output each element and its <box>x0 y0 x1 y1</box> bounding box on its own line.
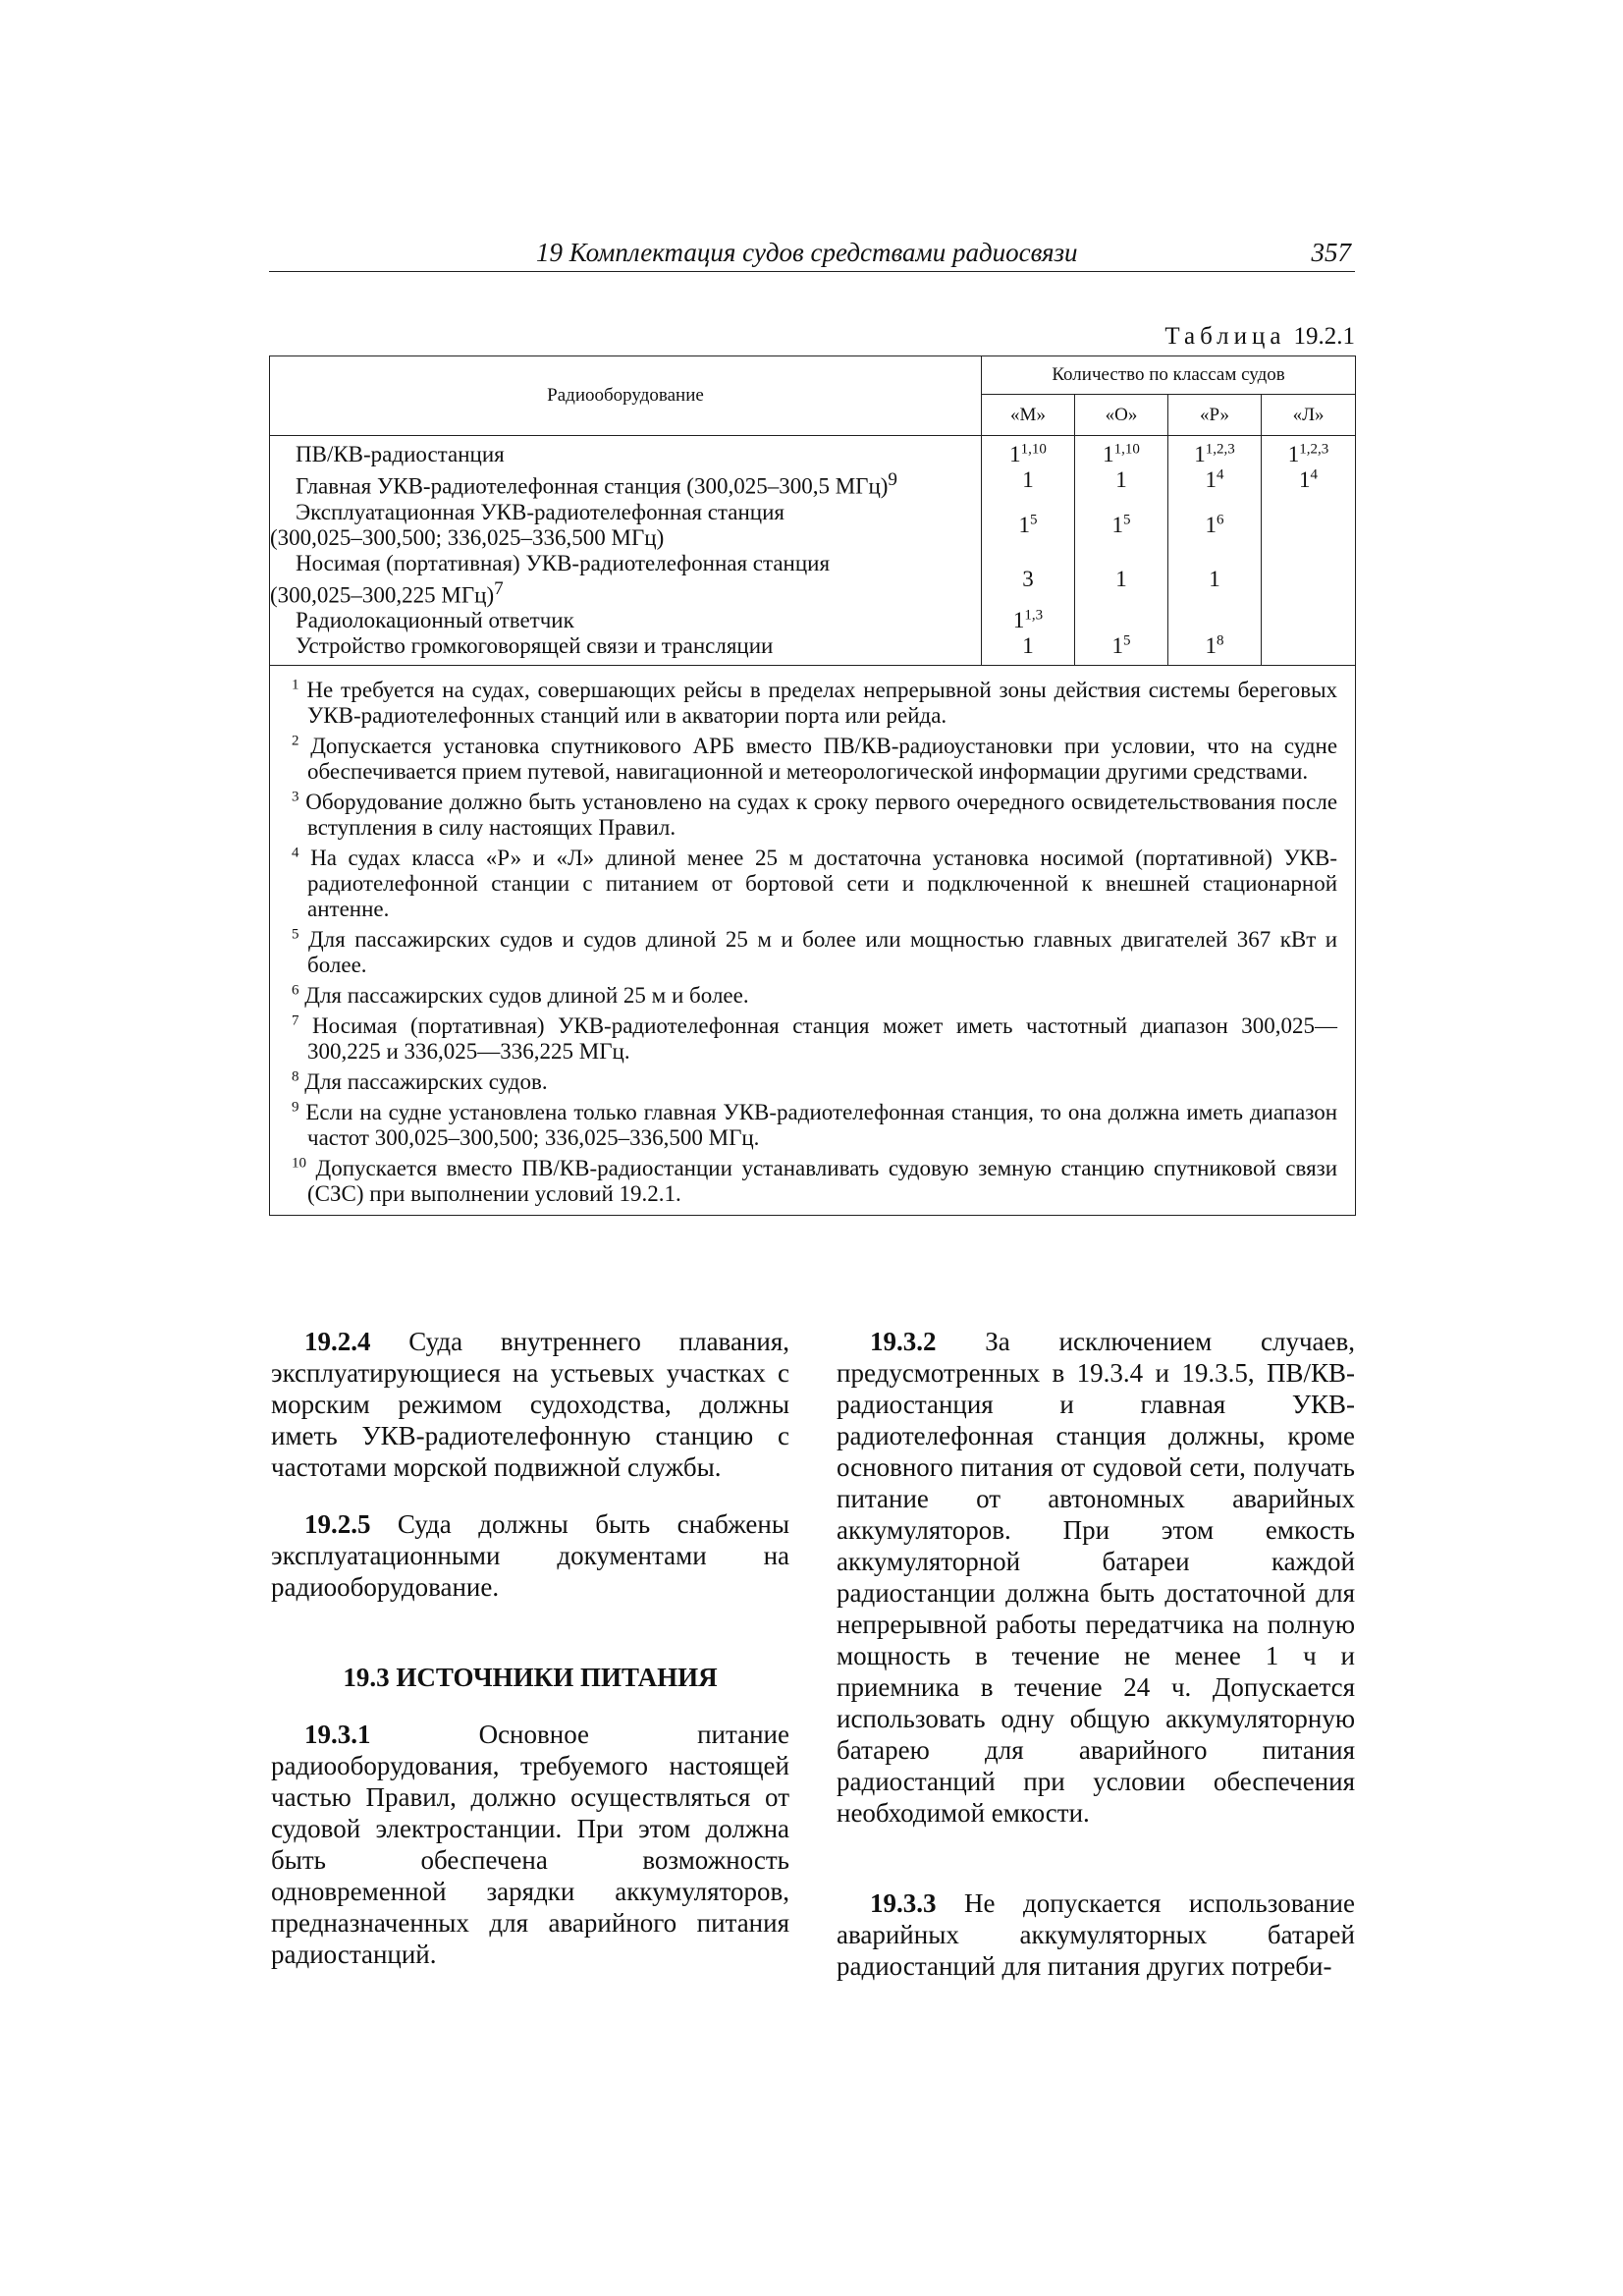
table-footnote <box>292 983 1337 1009</box>
quantity-value: 1 <box>1009 442 1021 466</box>
quantity-cell <box>1168 467 1262 500</box>
footnote-text: Носимая (портативная) УКВ-радиотелефонная станция может иметь частотный диапазон 300,025—300,225 и 336,025—336,225 МГц. <box>307 1013 1338 1065</box>
quantity-value: 1 <box>1205 512 1217 537</box>
quantity-cell <box>982 436 1075 468</box>
equipment-table <box>269 355 1356 1216</box>
quantity-value: 1 <box>1012 608 1025 633</box>
footnote-text: Допускается вместо ПВ/КВ-радиостанции устанавливать судовую земную станцию спутниковой связи (СЗС) при выполнении условий 19.2.1. <box>307 1156 1338 1207</box>
quantity-cell <box>982 500 1075 551</box>
quantity-cell <box>1168 608 1262 633</box>
equipment-name-continuation: (300,025–300,500; 336,025–336,500 МГц) <box>270 524 665 550</box>
table-footnote <box>292 790 1337 841</box>
footnote-ref: 4 <box>1310 466 1319 483</box>
quantity-cell <box>1075 500 1168 551</box>
footnote-text: На судах класса «Р» и «Л» длиной менее 25 м достаточна установка носимой (портативной) УКВ-радиотелефонной станции с питанием от бортовой сети и подключенной к внешней стационарной антенне. <box>307 846 1338 922</box>
quantity-value: 1 <box>1299 467 1311 492</box>
quantity-value: 1 <box>1205 633 1217 659</box>
footnote-text: Допускается установка спутникового АРБ вместо ПВ/КВ-радиоустановки при условии, что на судне обеспечивается прием путевой, навигационной и метеорологической информации другими средствами. <box>307 734 1338 785</box>
footnote-mark: 3 <box>292 789 299 805</box>
clause-text: Основное питание радиооборудования, требуемого настоящей частью Правил, должно осуществляться от судовой электростанции. При этом должна быть обеспечена возможность одновременной зарядки аккумуляторов, предназначенных для аварийного питания радиостанций. <box>271 1720 789 1969</box>
clause-number: 19.2.4 <box>304 1327 371 1356</box>
equipment-name: ПВ/КВ-радиостанция <box>270 436 982 468</box>
paragraph-19-3-1 <box>271 1719 789 1970</box>
table-row <box>270 500 1356 551</box>
table-footnote <box>292 846 1337 922</box>
clause-text: За исключением случаев, предусмотренных в 19.3.4 и 19.3.5, ПВ/КВ-радиостанция и главная УКВ-радиотелефонная станция должны, кроме основного питания от судовой сети, получать питание от автономных аварийных аккумуляторов. При этом емкость аккумуляторной батареи каждой радиостанции должна быть достаточной для непрерывной работы передатчика на полную мощность в течение не менее 1 ч и приемника в течение 24 ч. Допускается использовать одну общую аккумуляторную батарею для аварийного питания радиостанций при условии обеспечения необходимой емкости. <box>837 1327 1355 1828</box>
quantity-value: 1 <box>1205 467 1217 492</box>
equipment-name: Главная УКВ-радиотелефонная станция (300,025–300,5 МГц)$^9$ <box>270 467 982 500</box>
quantity-cell <box>1262 467 1356 500</box>
footnote-text: Для пассажирских судов длиной 25 м и более. <box>304 983 749 1009</box>
quantity-cell <box>1168 500 1262 551</box>
footnote-ref: 5 <box>1123 632 1131 649</box>
equipment-name: Радиолокационный ответчик <box>270 608 982 633</box>
table-row <box>270 633 1356 666</box>
clause-text: Не допускается использование аварийных аккумуляторных батарей радиостанций для питания других потреби- <box>837 1888 1355 1981</box>
running-header <box>269 236 1355 272</box>
quantity-cell <box>982 633 1075 666</box>
quantity-value: 1 <box>1115 566 1127 591</box>
paragraph-19-2-4 <box>271 1326 789 1483</box>
table-row <box>270 551 1356 609</box>
clause-number: 19.3.2 <box>870 1327 937 1356</box>
footnote-mark: 7 <box>292 1012 299 1029</box>
footnote-ref: 6 <box>1217 512 1224 527</box>
footnote-mark: 4 <box>292 845 299 861</box>
quantity-value: 1 <box>1018 512 1030 537</box>
quantity-value: 1 <box>1103 442 1114 466</box>
quantity-cell <box>1262 633 1356 666</box>
footnote-mark: 2 <box>292 733 299 749</box>
table-row <box>270 436 1356 468</box>
class-header: «М» <box>982 395 1075 436</box>
equipment-name: Устройство громкоговорящей связи и трансляции <box>270 633 982 666</box>
quantity-cell <box>982 467 1075 500</box>
equipment-column-header: Радиооборудование <box>270 356 982 436</box>
quantity-cell <box>1075 608 1168 633</box>
quantity-cell <box>1075 633 1168 666</box>
text-column-right <box>837 1326 1355 1982</box>
footnote-text: Для пассажирских судов. <box>304 1069 548 1095</box>
table-caption-word: Таблица <box>1164 323 1286 350</box>
quantity-cell <box>1075 467 1168 500</box>
class-header: «О» <box>1075 395 1168 436</box>
quantity-cell <box>1075 436 1168 468</box>
footnote-mark: 1 <box>292 677 299 693</box>
footnote-text: Оборудование должно быть установлено на судах к сроку первого очередного освидетельствования после вступления в силу настоящих Правил. <box>305 790 1338 841</box>
table-footnotes <box>270 666 1356 1216</box>
footnote-text: Не требуется на судах, совершающих рейсы в пределах непрерывной зоны действия системы береговых УКВ-радиотелефонных станций или в акватории порта или рейда. <box>306 678 1338 729</box>
quantity-value: 1 <box>1194 442 1206 466</box>
quantity-cell <box>1168 551 1262 609</box>
quantity-cell <box>1262 551 1356 609</box>
text-column-left <box>271 1326 789 1970</box>
clause-text: Суда внутреннего плавания, эксплуатирующиеся на устьевых участках с морским режимом судоходства, должны иметь УКВ-радиотелефонную станцию с частотами морской подвижной службы. <box>271 1327 789 1482</box>
paragraph-19-3-2 <box>837 1326 1355 1829</box>
footnote-ref: 1,3 <box>1024 607 1044 624</box>
table-caption-number: 19.2.1 <box>1293 323 1355 350</box>
class-header: «Р» <box>1168 395 1262 436</box>
table-footnote <box>292 1013 1337 1065</box>
footnote-mark: 6 <box>292 982 299 999</box>
paragraph-19-2-5 <box>271 1508 789 1603</box>
footnote-ref: 1,2,3 <box>1205 441 1235 458</box>
quantity-column-header: Количество по классам судов <box>982 356 1356 395</box>
clause-number: 19.3.3 <box>870 1888 937 1918</box>
footnote-ref: 1,10 <box>1113 441 1140 458</box>
table-footnote <box>292 927 1337 978</box>
table-row <box>270 467 1356 500</box>
quantity-cell <box>982 551 1075 609</box>
footnote-ref: 5 <box>1123 512 1131 527</box>
quantity-value: 1 <box>1111 512 1123 537</box>
table-caption <box>1164 322 1355 352</box>
table-footnote <box>292 734 1337 785</box>
footnote-text: Если на судне установлена только главная УКВ-радиотелефонная станция, то она должна иметь диапазон частот 300,025–300,500; 336,025–336,500 МГц. <box>305 1100 1338 1151</box>
quantity-cell <box>1168 436 1262 468</box>
quantity-cell <box>1168 633 1262 666</box>
footnote-ref: 5 <box>1030 512 1038 527</box>
table-footnote <box>292 1069 1337 1095</box>
equipment-name-continuation: (300,025–300,225 МГц)$^7$ <box>270 577 504 608</box>
paragraph-19-3-3 <box>837 1887 1355 1982</box>
clause-number: 19.2.5 <box>304 1509 371 1539</box>
quantity-value: 1 <box>1022 467 1034 492</box>
section-heading: 19.3 ИСТОЧНИКИ ПИТАНИЯ <box>343 1663 718 1692</box>
page-number: 357 <box>1311 238 1351 267</box>
table-footnote <box>292 1100 1337 1151</box>
quantity-cell <box>1075 551 1168 609</box>
footnote-ref: 7 <box>494 577 504 599</box>
quantity-cell <box>1262 608 1356 633</box>
footnote-mark: 9 <box>292 1099 299 1116</box>
quantity-value: 1 <box>1209 566 1220 591</box>
table-footnote <box>292 1156 1337 1207</box>
footnote-mark: 10 <box>292 1155 306 1172</box>
quantity-value: 1 <box>1115 467 1127 492</box>
table-row <box>270 608 1356 633</box>
footnote-mark: 8 <box>292 1068 299 1085</box>
quantity-cell <box>982 608 1075 633</box>
footnote-ref: 1,2,3 <box>1299 441 1329 458</box>
table-footnote <box>292 678 1337 729</box>
quantity-cell <box>1262 436 1356 468</box>
equipment-name: Эксплуатационная УКВ-радиотелефонная станция (300,025–300,500; 336,025–336,500 МГц) <box>270 500 982 551</box>
equipment-rows <box>270 436 1356 666</box>
footnote-mark: 5 <box>292 926 299 943</box>
footnote-ref: 8 <box>1217 632 1224 649</box>
footnote-ref: 9 <box>888 469 897 490</box>
footnote-ref: 4 <box>1217 466 1224 483</box>
quantity-value: 1 <box>1287 442 1300 466</box>
clause-number: 19.3.1 <box>304 1720 371 1749</box>
quantity-cell <box>1262 500 1356 551</box>
footnote-ref: 1,10 <box>1020 441 1047 458</box>
quantity-value: 1 <box>1111 633 1123 659</box>
quantity-value: 3 <box>1022 566 1034 591</box>
class-header: «Л» <box>1262 395 1356 436</box>
equipment-name: Носимая (портативная) УКВ-радиотелефонная станция (300,025–300,225 МГц)$^7$ <box>270 551 982 609</box>
quantity-value: 1 <box>1022 633 1034 659</box>
running-header-title: 19 Комплектация судов средствами радиосвязи <box>536 238 1078 267</box>
clause-text: Суда должны быть снабжены эксплуатационными документами на радиооборудование. <box>271 1509 789 1602</box>
footnote-text: Для пассажирских судов и судов длиной 25 м и более или мощностью главных двигателей 367 кВт и более. <box>307 927 1338 978</box>
